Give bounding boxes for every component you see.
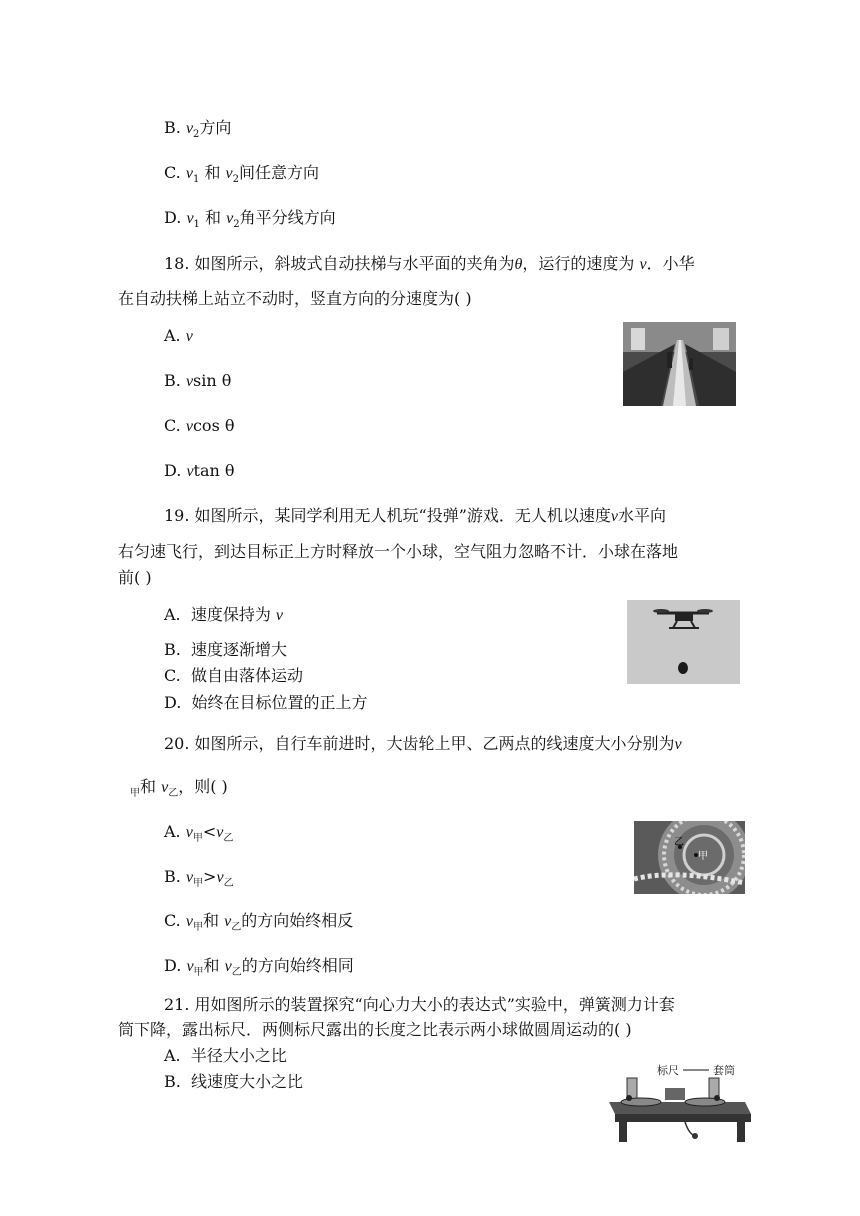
option-label: B.: [164, 118, 181, 137]
variable-v: v: [216, 824, 224, 841]
q18-stem-line2: 在自动扶梯上站立不动时，竖直方向的分速度为( ): [118, 289, 472, 308]
q20-stem-line2: [130, 776, 228, 805]
variable-v: v: [185, 165, 193, 182]
option-text: 的方向始终相同: [241, 956, 354, 975]
conjunction: 和: [205, 208, 222, 227]
subscript: 2: [233, 219, 240, 231]
variable-v: v: [225, 165, 233, 182]
option-text: 始终在目标位置的正上方: [191, 693, 368, 712]
option-text: 间任意方向: [239, 163, 320, 182]
option-label: D.: [164, 208, 182, 227]
stem-text: 水平向: [618, 506, 667, 525]
subscript: 甲: [192, 922, 203, 934]
option-label: B.: [164, 371, 181, 390]
option-text: 速度保持为: [190, 605, 271, 624]
chainring-photo: [634, 821, 745, 894]
option-label: A.: [164, 822, 181, 841]
subscript: 乙: [168, 788, 179, 800]
subscript: 1: [192, 174, 200, 186]
ruler-label: 标尺: [657, 1064, 679, 1077]
subscript: 2: [193, 129, 200, 141]
centripetal-apparatus-figure: [605, 1062, 755, 1144]
subscript: 甲: [192, 833, 203, 845]
subscript: 乙: [231, 967, 242, 979]
option-c: [164, 162, 319, 191]
variable-theta: θ: [514, 256, 523, 273]
variable-v: v: [224, 958, 232, 975]
q18-option-b: [164, 370, 231, 393]
option-label: B.: [164, 867, 181, 886]
variable-v: v: [161, 779, 169, 796]
option-label: B.: [164, 1072, 181, 1091]
q19-option-d: [164, 692, 368, 714]
q20-option-c: [164, 910, 353, 939]
option-label: D.: [164, 693, 182, 712]
stem-text: 20. 如图所示，自行车前进时，大齿轮上甲、乙两点的线速度大小分别为: [164, 734, 675, 753]
option-text: 半径大小之比: [190, 1046, 287, 1065]
q21-stem-line1: 21. 用如图所示的装置探究“向心力大小的表达式”实验中，弹簧测力计套: [164, 995, 675, 1014]
conjunction: 和: [204, 163, 221, 182]
variable-v: v: [224, 913, 232, 930]
option-label: A.: [164, 326, 181, 345]
q20-option-b: [164, 866, 234, 895]
stem-text: 19. 如图所示，某同学利用无人机玩“投弹”游戏．无人机以速度: [164, 506, 611, 525]
variable-v: v: [186, 210, 194, 227]
option-text: 速度逐渐增大: [191, 640, 288, 659]
option-d: [164, 207, 336, 236]
option-label: A.: [164, 1046, 181, 1065]
drone-photo: [627, 600, 740, 684]
q18-option-d: [164, 460, 235, 483]
q20-stem-line1: [164, 733, 682, 756]
subscript: 甲: [130, 788, 140, 800]
formula: cos θ: [192, 416, 235, 435]
option-label: C.: [164, 163, 181, 182]
formula: tan θ: [193, 461, 235, 480]
operator: >: [203, 867, 217, 886]
q18-option-a: [164, 325, 193, 348]
conjunction: 和: [203, 956, 220, 975]
point-label-jia: 甲: [698, 851, 708, 862]
stem-text: ，运行的速度为: [522, 254, 635, 273]
option-label: C.: [164, 911, 181, 930]
option-b: [164, 117, 231, 146]
subscript: 甲: [193, 967, 204, 979]
variable-v: v: [674, 736, 682, 753]
stem-text: ．小华: [646, 254, 695, 273]
escalator-photo: [623, 322, 736, 406]
q18-stem-line1: [164, 253, 695, 276]
option-text: 做自由落体运动: [190, 666, 303, 685]
option-label: C.: [164, 416, 181, 435]
q19-option-c: [164, 665, 303, 687]
q19-option-b: [164, 639, 287, 661]
subscript: 乙: [231, 922, 242, 934]
sleeve-label: 套筒: [713, 1064, 735, 1077]
option-text: 的方向始终相反: [241, 911, 354, 930]
variable-v: v: [185, 913, 193, 930]
option-text: 方向: [199, 118, 232, 137]
option-label: D.: [164, 461, 182, 480]
q21-option-b: [164, 1071, 303, 1093]
conjunction: 和: [202, 911, 219, 930]
q20-option-d: [164, 955, 354, 984]
option-label: C.: [164, 666, 181, 685]
subscript: 甲: [193, 878, 204, 890]
subscript: 乙: [223, 878, 234, 890]
q19-stem-line2: 右匀速飞行，到达目标正上方时释放一个小球，空气阻力忽略不计．小球在落地: [118, 542, 679, 561]
q21-option-a: [164, 1045, 287, 1067]
variable-v: v: [185, 824, 193, 841]
option-text: 角平分线方向: [239, 208, 336, 227]
option-text: 线速度大小之比: [191, 1072, 304, 1091]
q19-option-a: [164, 604, 283, 627]
variable-v: v: [185, 328, 193, 345]
variable-v: v: [186, 463, 194, 480]
subscript: 1: [193, 219, 200, 231]
subscript: 乙: [223, 833, 234, 845]
variable-v: v: [185, 373, 194, 390]
variable-v: v: [610, 508, 619, 525]
variable-v: v: [185, 418, 193, 435]
point-label-yi: 乙: [674, 837, 684, 848]
q18-option-c: [164, 415, 235, 438]
variable-v: v: [226, 210, 234, 227]
stem-text: 18. 如图所示，斜坡式自动扶梯与水平面的夹角为: [164, 254, 515, 273]
variable-v: v: [186, 958, 194, 975]
q20-option-a: [164, 821, 233, 850]
variable-v: v: [185, 120, 194, 137]
option-label: B.: [164, 640, 181, 659]
option-label: A.: [164, 605, 181, 624]
variable-v: v: [185, 869, 194, 886]
operator: <: [202, 822, 217, 841]
option-label: D.: [164, 956, 182, 975]
stem-text: 和: [140, 777, 157, 796]
variable-v: v: [639, 256, 647, 273]
q21-stem-line2: 筒下降，露出标尺．两侧标尺露出的长度之比表示两小球做圆周运动的( ): [118, 1020, 632, 1039]
formula: sin θ: [193, 371, 232, 390]
subscript: 2: [232, 174, 240, 186]
variable-v: v: [216, 869, 224, 886]
stem-text: ，则( ): [178, 777, 228, 796]
variable-v: v: [275, 607, 284, 624]
q19-stem-line3: 前( ): [118, 568, 152, 587]
q19-stem-line1: [164, 505, 666, 528]
